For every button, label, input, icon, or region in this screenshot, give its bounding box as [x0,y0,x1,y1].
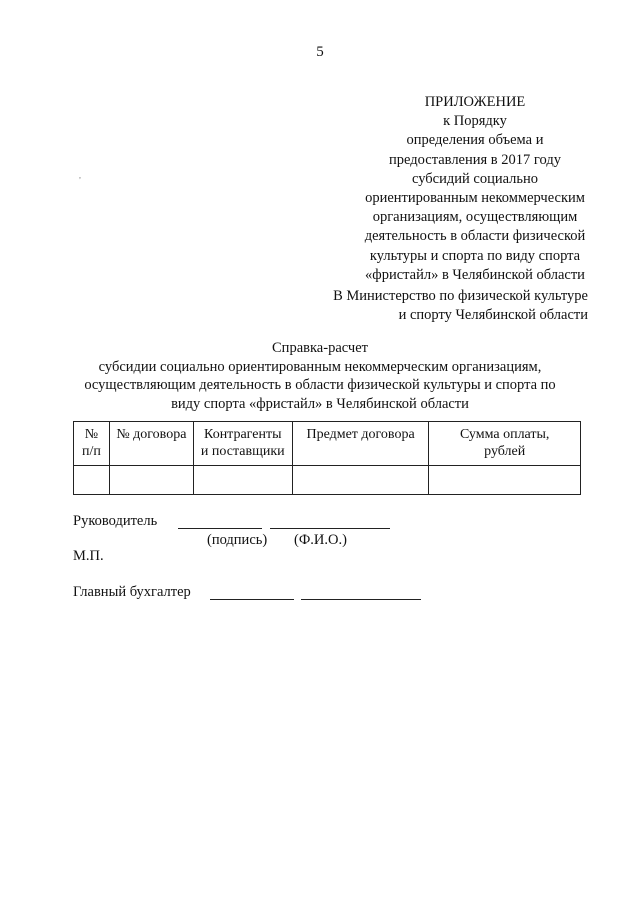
appendix-line: определения объема и [406,132,544,149]
title-line: осуществляющим деятельность в области физической культуры и спорта по [84,377,556,393]
table-cell [109,466,193,495]
head-name-line [270,528,390,529]
column-header-number: № п/п [74,422,110,466]
recipient-block [333,287,588,324]
head-label: Руководитель [73,513,158,529]
recipient-line: В Министерство по физической культуре [333,288,588,304]
name-caption: (Ф.И.О.) [294,532,347,548]
stamp-label: М.П. [73,548,104,564]
column-header-contract-number: № договора [109,422,193,466]
column-header-counterparties: Контрагенты и поставщики [193,422,292,466]
accountant-signature-line [210,599,294,600]
appendix-line: «фристайл» в Челябинской области [365,266,585,283]
title-heading: Справка-расчет [272,340,368,356]
appendix-line: предоставления в 2017 году [389,151,561,168]
document-title [60,339,580,413]
recipient-line: и спорту Челябинской области [398,306,588,323]
appendix-line: ориентированным некоммерческим [365,190,585,207]
page-number: 5 [316,44,324,60]
appendix-line: деятельность в области физической [364,228,586,245]
table-row [74,466,581,495]
appendix-line: к Порядку [443,113,507,130]
scan-mark: , [79,171,81,180]
head-signature-line [178,528,262,529]
accountant-name-line [301,599,421,600]
title-line: субсидии социально ориентированным некоммерческим организациям, [98,358,542,375]
column-header-contract-subject: Предмет договора [292,422,429,466]
appendix-line: культуры и спорта по виду спорта [369,247,581,264]
appendix-line: организациям, осуществляющим [372,209,578,226]
column-header-payment-amount: Сумма оплаты, рублей [429,422,581,466]
appendix-header [330,93,620,285]
accountant-label: Главный бухгалтер [73,584,191,600]
signature-caption: (подпись) [207,532,268,548]
table-cell [74,466,110,495]
table-cell [292,466,429,495]
table-cell [193,466,292,495]
appendix-line: ПРИЛОЖЕНИЕ [424,94,526,110]
title-line: виду спорта «фристайл» в Челябинской области [171,395,469,412]
calculation-table [73,421,581,495]
table-cell [429,466,581,495]
table-header-row [74,422,581,466]
appendix-line: субсидий социально [411,170,539,187]
